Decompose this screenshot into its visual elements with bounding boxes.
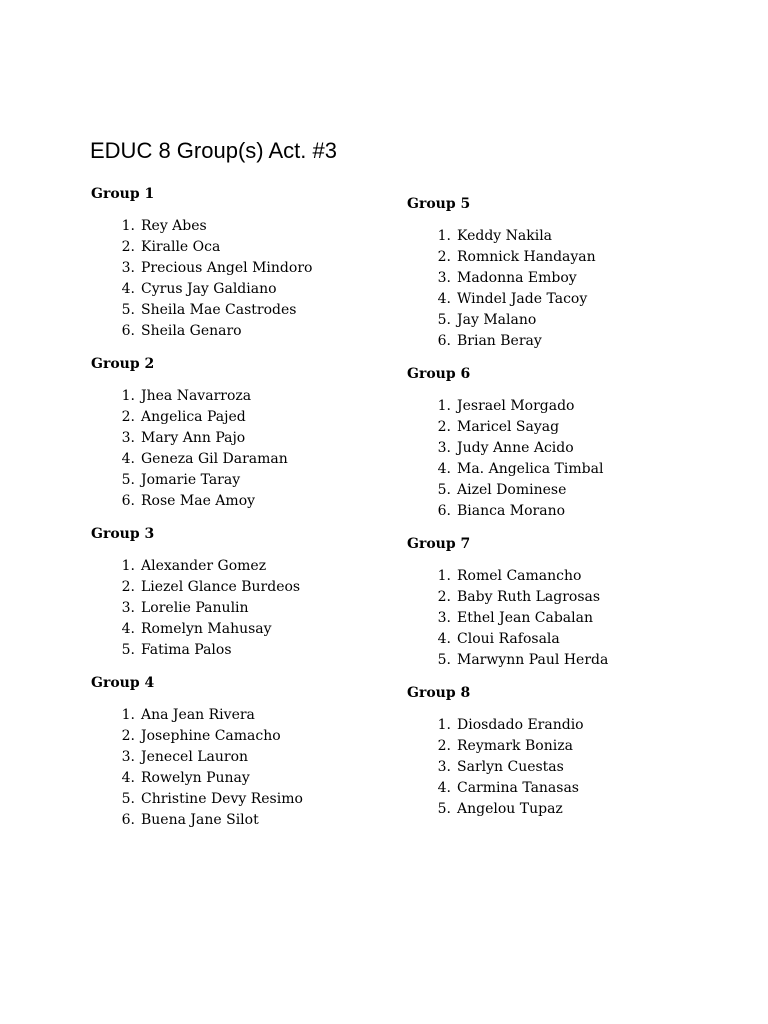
- list-item: [407, 650, 727, 671]
- member-name: Sheila Genaro: [141, 323, 242, 339]
- member-name: Jesrael Morgado: [457, 398, 575, 414]
- member-list: [407, 396, 727, 522]
- list-number: 2.: [121, 728, 135, 744]
- list-number: 4.: [121, 451, 135, 467]
- member-name: Keddy Nakila: [457, 228, 553, 244]
- member-name: Rose Mae Amoy: [141, 493, 256, 509]
- list-item: [91, 279, 411, 300]
- group-section: [407, 534, 727, 671]
- list-item: [407, 629, 727, 650]
- list-number: 2.: [437, 249, 451, 265]
- member-list: [91, 705, 411, 831]
- list-item: [91, 258, 411, 279]
- list-number: 6.: [437, 333, 451, 349]
- group-heading: Group 1: [91, 186, 155, 202]
- group-heading: Group 6: [407, 366, 471, 382]
- member-name: Sheila Mae Castrodes: [141, 302, 297, 318]
- list-item: [407, 480, 727, 501]
- list-number: 5.: [121, 791, 135, 807]
- left-column: [91, 184, 411, 843]
- list-number: 2.: [121, 409, 135, 425]
- member-list: [407, 715, 727, 820]
- list-number: 3.: [437, 610, 451, 626]
- group-heading: Group 8: [407, 685, 471, 701]
- list-number: 3.: [121, 260, 135, 276]
- group-section: [407, 683, 727, 820]
- list-number: 2.: [121, 579, 135, 595]
- group-section: [91, 524, 411, 661]
- member-name: Ma. Angelica Timbal: [457, 461, 604, 477]
- member-name: Rowelyn Punay: [141, 770, 250, 786]
- member-name: Windel Jade Tacoy: [457, 291, 588, 307]
- group-section: [407, 364, 727, 522]
- list-item: [407, 736, 727, 757]
- list-item: [407, 268, 727, 289]
- member-list: [407, 566, 727, 671]
- list-item: [407, 566, 727, 587]
- list-item: [91, 726, 411, 747]
- list-number: 2.: [437, 589, 451, 605]
- member-list: [91, 216, 411, 342]
- list-number: 1.: [437, 228, 451, 244]
- member-list: [407, 226, 727, 352]
- group-heading: Group 4: [91, 675, 155, 691]
- member-name: Jenecel Lauron: [141, 749, 249, 765]
- member-name: Jhea Navarroza: [141, 388, 252, 404]
- list-item: [407, 757, 727, 778]
- member-name: Josephine Camacho: [141, 728, 281, 744]
- list-number: 1.: [437, 717, 451, 733]
- list-number: 1.: [121, 558, 135, 574]
- member-name: Mary Ann Pajo: [141, 430, 246, 446]
- list-item: [91, 768, 411, 789]
- member-name: Jay Malano: [457, 312, 537, 328]
- list-item: [91, 491, 411, 512]
- list-item: [91, 470, 411, 491]
- member-name: Brian Beray: [457, 333, 542, 349]
- list-number: 4.: [437, 780, 451, 796]
- member-name: Cyrus Jay Galdiano: [141, 281, 277, 297]
- member-name: Fatima Palos: [141, 642, 232, 658]
- list-number: 4.: [437, 461, 451, 477]
- list-item: [407, 459, 727, 480]
- list-item: [91, 640, 411, 661]
- list-item: [91, 789, 411, 810]
- list-item: [91, 705, 411, 726]
- group-section: [91, 354, 411, 512]
- list-item: [91, 237, 411, 258]
- list-number: 5.: [437, 801, 451, 817]
- list-item: [407, 417, 727, 438]
- member-name: Aizel Dominese: [457, 482, 567, 498]
- member-name: Angelica Pajed: [141, 409, 246, 425]
- member-name: Angelou Tupaz: [457, 801, 563, 817]
- list-item: [91, 598, 411, 619]
- list-number: 4.: [121, 770, 135, 786]
- list-item: [407, 501, 727, 522]
- list-item: [91, 810, 411, 831]
- list-number: 6.: [437, 503, 451, 519]
- group-section: [91, 184, 411, 342]
- member-name: Carmina Tanasas: [457, 780, 579, 796]
- list-item: [91, 449, 411, 470]
- member-name: Alexander Gomez: [141, 558, 267, 574]
- list-item: [91, 619, 411, 640]
- list-item: [407, 289, 727, 310]
- list-number: 3.: [437, 440, 451, 456]
- list-item: [91, 747, 411, 768]
- list-item: [407, 438, 727, 459]
- list-item: [91, 577, 411, 598]
- member-name: Reymark Boniza: [457, 738, 573, 754]
- list-item: [407, 608, 727, 629]
- group-heading: Group 7: [407, 536, 471, 552]
- member-name: Ana Jean Rivera: [141, 707, 255, 723]
- list-item: [407, 778, 727, 799]
- list-item: [407, 587, 727, 608]
- group-heading: Group 2: [91, 356, 155, 372]
- list-item: [91, 428, 411, 449]
- list-item: [407, 247, 727, 268]
- group-heading: Group 3: [91, 526, 155, 542]
- list-number: 2.: [437, 419, 451, 435]
- member-name: Ethel Jean Cabalan: [457, 610, 593, 626]
- member-name: Maricel Sayag: [457, 419, 560, 435]
- member-list: [91, 386, 411, 512]
- member-name: Cloui Rafosala: [457, 631, 560, 647]
- page-title: EDUC 8 Group(s) Act. #3: [90, 138, 337, 163]
- list-number: 1.: [121, 388, 135, 404]
- member-name: Kiralle Oca: [141, 239, 221, 255]
- list-number: 3.: [437, 270, 451, 286]
- list-number: 4.: [121, 621, 135, 637]
- list-number: 4.: [437, 631, 451, 647]
- list-item: [407, 331, 727, 352]
- list-number: 5.: [437, 652, 451, 668]
- list-item: [407, 799, 727, 820]
- member-name: Precious Angel Mindoro: [141, 260, 313, 276]
- member-name: Bianca Morano: [457, 503, 566, 519]
- list-item: [407, 310, 727, 331]
- member-name: Sarlyn Cuestas: [457, 759, 564, 775]
- list-number: 2.: [437, 738, 451, 754]
- list-number: 1.: [437, 568, 451, 584]
- list-number: 1.: [121, 707, 135, 723]
- member-name: Geneza Gil Daraman: [141, 451, 288, 467]
- list-item: [407, 396, 727, 417]
- list-number: 5.: [437, 482, 451, 498]
- list-number: 4.: [121, 281, 135, 297]
- member-name: Lorelie Panulin: [141, 600, 249, 616]
- list-item: [91, 386, 411, 407]
- list-item: [91, 321, 411, 342]
- list-item: [407, 226, 727, 247]
- list-number: 5.: [437, 312, 451, 328]
- right-column: [407, 194, 727, 832]
- member-name: Buena Jane Silot: [141, 812, 259, 828]
- member-name: Diosdado Erandio: [457, 717, 584, 733]
- list-number: 5.: [121, 472, 135, 488]
- list-number: 5.: [121, 302, 135, 318]
- list-item: [407, 715, 727, 736]
- list-item: [91, 216, 411, 237]
- group-heading: Group 5: [407, 196, 471, 212]
- list-number: 4.: [437, 291, 451, 307]
- list-number: 6.: [121, 323, 135, 339]
- list-number: 6.: [121, 812, 135, 828]
- member-name: Baby Ruth Lagrosas: [457, 589, 601, 605]
- list-item: [91, 556, 411, 577]
- list-number: 3.: [121, 430, 135, 446]
- group-section: [407, 194, 727, 352]
- list-number: 1.: [121, 218, 135, 234]
- list-item: [91, 407, 411, 428]
- member-name: Romelyn Mahusay: [141, 621, 272, 637]
- list-item: [91, 300, 411, 321]
- member-name: Marwynn Paul Herda: [457, 652, 609, 668]
- list-number: 3.: [121, 749, 135, 765]
- member-name: Jomarie Taray: [141, 472, 241, 488]
- group-section: [91, 673, 411, 831]
- list-number: 2.: [121, 239, 135, 255]
- member-list: [91, 556, 411, 661]
- list-number: 1.: [437, 398, 451, 414]
- list-number: 5.: [121, 642, 135, 658]
- member-name: Judy Anne Acido: [457, 440, 574, 456]
- list-number: 3.: [437, 759, 451, 775]
- member-name: Christine Devy Resimo: [141, 791, 303, 807]
- member-name: Rey Abes: [141, 218, 207, 234]
- member-name: Romel Camancho: [457, 568, 582, 584]
- list-number: 3.: [121, 600, 135, 616]
- member-name: Madonna Emboy: [457, 270, 577, 286]
- member-name: Liezel Glance Burdeos: [141, 579, 301, 595]
- list-number: 6.: [121, 493, 135, 509]
- member-name: Romnick Handayan: [457, 249, 596, 265]
